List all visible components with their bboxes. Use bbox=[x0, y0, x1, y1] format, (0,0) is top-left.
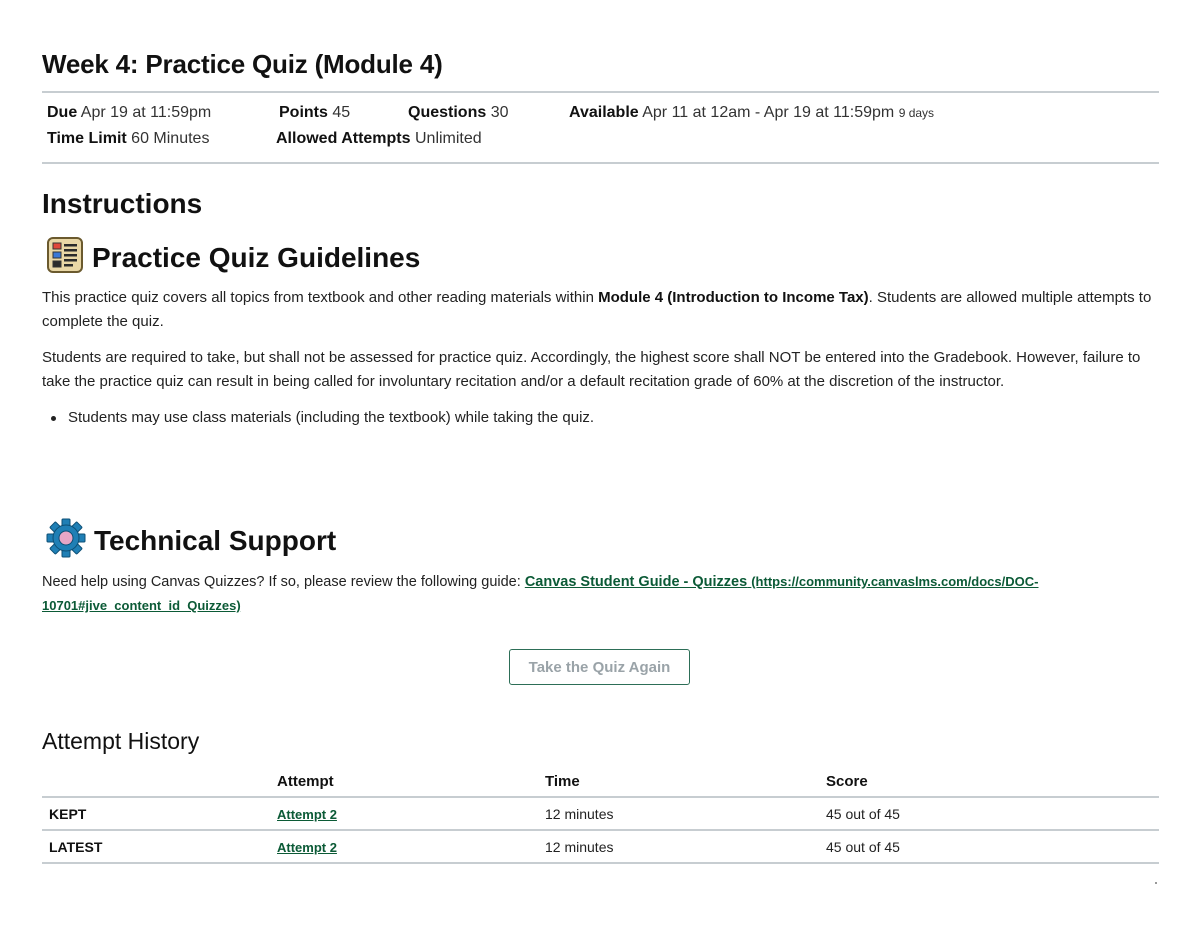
attempt-time: 12 minutes bbox=[545, 830, 826, 863]
guidelines-heading-row bbox=[46, 236, 420, 279]
guidelines-heading: Practice Quiz Guidelines bbox=[92, 241, 421, 273]
points-label: Points bbox=[279, 104, 328, 121]
support-text: Need help using Canvas Quizzes? If so, please review the following guide: bbox=[42, 574, 525, 590]
paragraph-text: . Students are allowed multiple attempts to complete the quiz. bbox=[42, 289, 1152, 330]
allowed-attempts-label: Allowed Attempts bbox=[276, 130, 411, 147]
page-title: Week 4: Practice Quiz (Module 4) bbox=[42, 49, 443, 79]
available-meta bbox=[569, 104, 934, 122]
attempt-time: 12 minutes bbox=[545, 797, 826, 830]
guidelines-list bbox=[42, 406, 594, 430]
support-heading-row bbox=[46, 518, 336, 563]
column-header-time: Time bbox=[545, 773, 580, 790]
row-label: KEPT bbox=[42, 797, 277, 830]
questions-label: Questions bbox=[408, 104, 487, 121]
table-row bbox=[42, 797, 1159, 830]
table-header-row bbox=[42, 767, 1159, 797]
attempt-link[interactable]: Attempt 2 bbox=[277, 839, 337, 855]
questions-value: 30 bbox=[490, 104, 509, 121]
checklist-icon bbox=[46, 236, 84, 279]
quiz-meta-row-1 bbox=[47, 104, 211, 122]
attempt-score: 45 out of 45 bbox=[826, 830, 1159, 863]
divider bbox=[42, 162, 1159, 164]
module-name: Module 4 (Introduction to Income Tax) bbox=[598, 289, 869, 306]
table-row bbox=[42, 830, 1159, 863]
take-quiz-again-button[interactable]: Take the Quiz Again bbox=[509, 649, 690, 685]
instructions-heading: Instructions bbox=[42, 188, 203, 219]
gear-icon bbox=[46, 518, 86, 563]
available-label: Available bbox=[569, 104, 639, 121]
due-label: Due bbox=[47, 104, 78, 121]
due-value: Apr 19 at 11:59pm bbox=[80, 104, 212, 121]
link-url[interactable]: (https://community.canvaslms.com/docs/DOC-10701#jive_content_id_Quizzes) bbox=[42, 574, 1039, 613]
support-paragraph bbox=[42, 570, 1159, 618]
column-header bbox=[42, 767, 277, 797]
column-header-score: Score bbox=[826, 773, 868, 790]
questions-meta bbox=[408, 104, 508, 122]
allowed-attempts-value: Unlimited bbox=[414, 130, 482, 147]
paragraph-text: This practice quiz covers all topics from textbook and other reading materials within bbox=[42, 289, 599, 306]
attempt-link[interactable]: Attempt 2 bbox=[277, 806, 337, 822]
points-meta bbox=[279, 104, 350, 122]
row-label: LATEST bbox=[42, 830, 277, 863]
column-header-attempt: Attempt bbox=[277, 773, 334, 790]
available-days: 9 days bbox=[898, 106, 935, 120]
link-label[interactable]: Canvas Student Guide - Quizzes bbox=[524, 574, 748, 590]
allowed-attempts-meta bbox=[276, 130, 482, 148]
guidelines-paragraph-2: Students are required to take, but shall not be assessed for practice quiz. Accordingly, the highest score shall NOT be entered into the Gradebook. However, failure to take the practice quiz can result in being called for involuntary recitation and/or a default recitation grade of 60% at the discretion of the instructor. bbox=[42, 349, 1141, 390]
divider bbox=[42, 91, 1159, 93]
support-heading: Technical Support bbox=[94, 524, 337, 556]
time-limit-label: Time Limit bbox=[47, 130, 127, 147]
attempt-score: 45 out of 45 bbox=[826, 797, 1159, 830]
attempt-history-heading: Attempt History bbox=[42, 728, 200, 754]
decorative-dot bbox=[1155, 882, 1157, 884]
attempt-history-table bbox=[42, 767, 1159, 864]
available-value: Apr 11 at 12am - Apr 19 at 11:59pm bbox=[642, 104, 895, 121]
points-value: 45 bbox=[332, 104, 351, 121]
time-limit-meta bbox=[47, 130, 209, 148]
time-limit-value: 60 Minutes bbox=[131, 130, 210, 147]
guidelines-paragraph-1 bbox=[42, 286, 1159, 334]
list-item: Students may use class materials (including the textbook) while taking the quiz. bbox=[42, 406, 594, 430]
